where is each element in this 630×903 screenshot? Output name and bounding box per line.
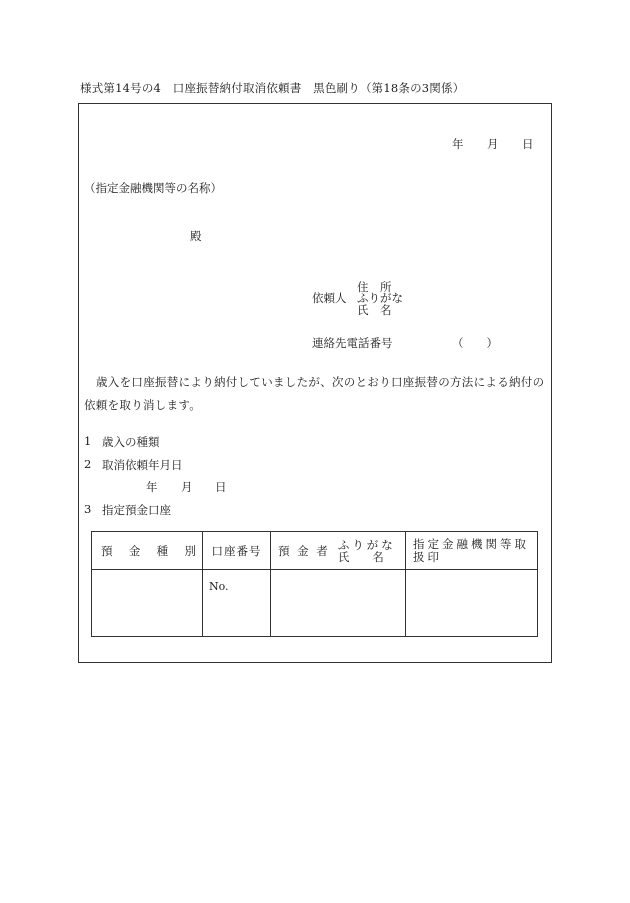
account-table	[91, 531, 538, 637]
honorific: 殿	[190, 229, 202, 243]
deposit-type-char-1: 預	[101, 543, 113, 558]
address-label: 住 所	[357, 280, 392, 294]
phone-label: 連絡先電話番号	[312, 336, 393, 350]
item-3-number: 3	[84, 502, 92, 516]
bank-stamp-header-line2: 扱印	[413, 549, 442, 564]
deposit-type-header	[92, 532, 203, 570]
cancel-date-year: 年	[146, 480, 158, 494]
body-text-line1: 歳入を口座振替により納付していましたが、次のとおり口座振替の方法による納付の	[96, 375, 545, 389]
name-label: 氏 名	[357, 303, 392, 317]
date-month-label: 月	[487, 137, 499, 151]
item-2-number: 2	[84, 457, 92, 471]
deposit-type-char-4: 別	[184, 543, 196, 558]
item-2-text: 取消依頼年月日	[102, 458, 183, 472]
phone-area-code-parens: （ ）	[452, 336, 498, 350]
depositor-furigana-label: ふりがな	[337, 537, 396, 552]
furigana-label: ふりがな	[357, 291, 403, 305]
deposit-type-cell[interactable]	[92, 570, 203, 637]
account-number-header: 口座番号	[203, 532, 271, 570]
form-title: 様式第14号の4 口座振替納付取消依頼書 黒色刷り（第18条の3関係）	[80, 81, 465, 95]
account-table-data-row	[92, 570, 538, 637]
depositor-label: 預 金 者	[278, 543, 330, 558]
depositor-cell[interactable]	[271, 570, 406, 637]
cancel-date-month: 月	[181, 480, 193, 494]
deposit-type-char-2: 金	[128, 543, 141, 558]
institution-name-label: （指定金融機関等の名称）	[84, 181, 222, 195]
item-1-text: 歳入の種類	[102, 435, 160, 449]
body-text-line2: 依頼を取り消します。	[84, 398, 202, 412]
depositor-name-label: 氏 名	[337, 549, 384, 564]
cancel-date-day: 日	[215, 480, 227, 494]
bank-stamp-header-line1: 指定金融機関等取	[413, 536, 529, 551]
account-table-header-row	[92, 532, 538, 570]
account-number-cell[interactable]	[203, 570, 271, 637]
account-number-prefix: No.	[209, 580, 229, 593]
depositor-header	[271, 532, 406, 570]
date-year-label: 年	[452, 137, 464, 151]
item-3-text: 指定預金口座	[102, 503, 171, 517]
deposit-type-char-3: 種	[156, 543, 169, 558]
requester-label: 依頼人	[312, 291, 347, 305]
bank-stamp-cell[interactable]	[406, 570, 538, 637]
date-day-label: 日	[522, 137, 534, 151]
bank-stamp-header	[406, 532, 538, 570]
item-1-number: 1	[84, 434, 92, 448]
